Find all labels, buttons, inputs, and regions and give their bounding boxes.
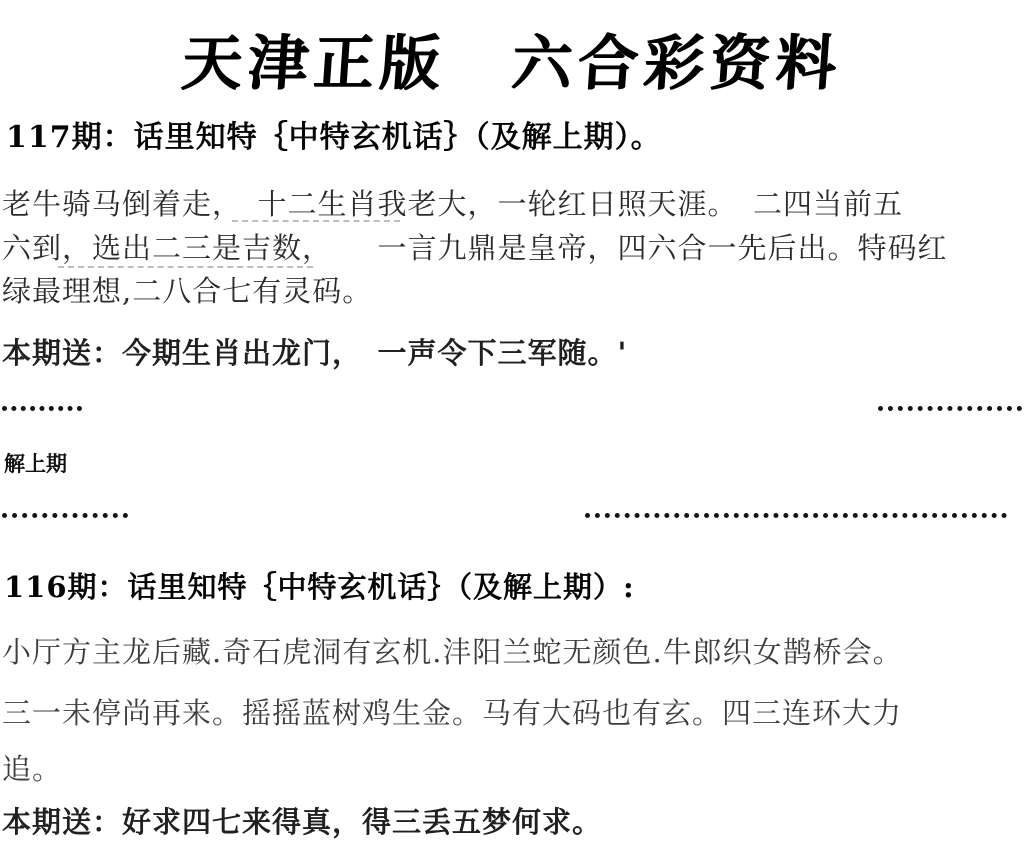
issue-116-gift-line: 本期送：好求四七来得真，得三丢五梦何求。 <box>2 805 603 839</box>
scan-artifact <box>232 220 400 222</box>
page-title: 天津正版 六合彩资料 <box>179 29 845 99</box>
scan-artifact <box>58 266 313 268</box>
issue-117-poem-line: 老牛骑马倒着走， 十二生肖我老大，一轮红日照天涯。 二四当前五 <box>2 187 904 221</box>
previous-issue-label: 解上期 <box>4 451 67 476</box>
issue-116-heading: 116期：话里知特｛中特玄机话｝（及解上期）: <box>4 570 635 604</box>
issue-117-poem-line: 绿最理想,二八合七有灵码。 <box>2 274 373 308</box>
issue-116-poem-line: 三一未停尚再来。摇摇蓝树鸡生金。马有大码也有玄。四三连环大力 <box>2 696 903 730</box>
issue-117-gift-line: 本期送：今期生肖出龙门， 一声令下三军随。' <box>2 336 628 370</box>
issue-116-poem-line: 追。 <box>2 752 63 786</box>
issue-116-poem-line: 小厅方主龙后藏.奇石虎洞有玄机.沣阳兰蛇无颜色.牛郎织女鹊桥会。 <box>2 635 903 669</box>
dotted-separator-right <box>585 513 1007 518</box>
issue-117-heading: 117期：话里知特｛中特玄机话｝（及解上期）。 <box>6 120 662 155</box>
dotted-separator-right <box>878 406 1022 411</box>
dotted-separator-left <box>2 513 128 518</box>
issue-117-poem-line: 六到，选出二三是吉数， 一言九鼎是皇帝，四六合一先后出。特码红 <box>2 231 948 265</box>
dotted-separator-left <box>2 406 82 411</box>
